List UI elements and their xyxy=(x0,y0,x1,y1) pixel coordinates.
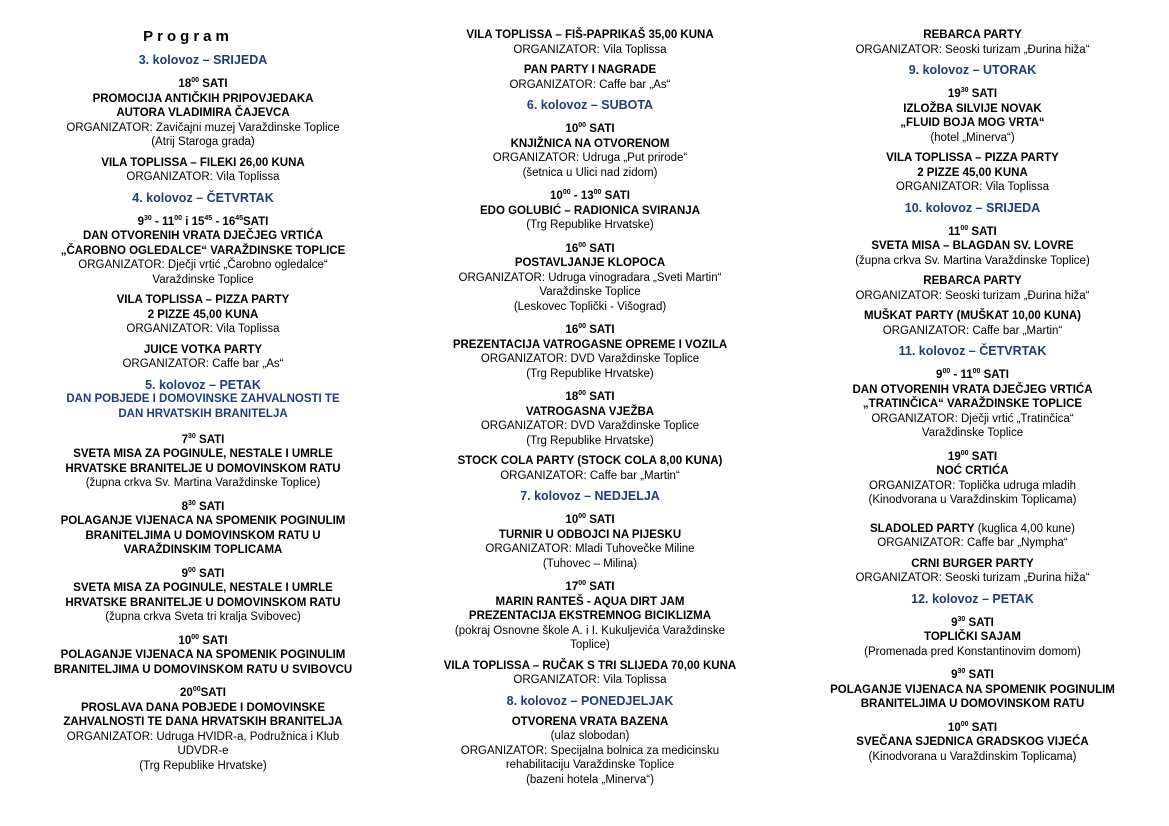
event-time: $16^{00}$ SATI xyxy=(565,323,615,336)
event-detail: ORGANIZATOR: Specijalna bolnica za medicinsku xyxy=(460,744,720,757)
column-1 xyxy=(28,28,378,779)
event-title: „ČAROBNO OGLEDALCE“ VARAŽDINSKE TOPLICE xyxy=(60,244,346,257)
event-detail: ORGANIZATOR: Udruga vinogradara „Sveti Martin“ xyxy=(458,271,722,284)
event-time: $8^{30}$ SATI xyxy=(181,499,225,513)
event xyxy=(410,28,770,57)
event-detail: (hotel „Minerva“) xyxy=(930,131,1015,144)
event-title: POLAGANJE VIJENACA NA SPOMENIK POGINULIM xyxy=(60,649,346,661)
event-title: VATROGASNA VJEŽBA xyxy=(525,405,655,418)
event xyxy=(800,613,1145,660)
event xyxy=(800,522,1145,551)
event-detail: ORGANIZATOR: Udruga HVIDR-a, Podružnica i Klub xyxy=(66,730,340,743)
event-detail: (Tuhovec – Milina) xyxy=(542,557,638,570)
event xyxy=(410,387,770,448)
event-detail: Varaždinske Toplice xyxy=(921,427,1024,439)
event-time: $7^{30}$ SATI xyxy=(181,432,225,446)
day-heading: 12. kolovoz – PETAK xyxy=(911,591,1034,606)
event-title: PREZENTACIJA EKSTREMNOG BICIKLIZMA xyxy=(468,610,712,622)
event-title: EDO GOLUBIĆ – RADIONICA SVIRANJA xyxy=(479,204,700,217)
event xyxy=(800,365,1145,441)
event-title: AUTORA VLADIMIRA ČAJEVCA xyxy=(116,107,290,119)
event-title: PREZENTACIJA VATROGASNE OPREME I VOZILA xyxy=(452,338,728,351)
event xyxy=(800,557,1145,586)
event xyxy=(28,156,378,185)
event-detail: ORGANIZATOR: Caffe bar „Martin“ xyxy=(500,469,680,482)
event-time: $11^{00}$ SATI xyxy=(948,224,997,238)
event-detail: UDVDR-e xyxy=(177,745,229,757)
event xyxy=(800,718,1145,765)
event-detail: ORGANIZATOR: Dječji vrtić „Čarobno ogledalce“ xyxy=(78,259,328,271)
event xyxy=(800,222,1145,269)
event-time: $19^{00}$ SATI xyxy=(947,449,998,463)
event-time: $10^{00}$ SATI xyxy=(565,513,615,526)
event xyxy=(410,239,770,315)
event-detail: ORGANIZATOR: Caffe bar „As“ xyxy=(509,78,671,91)
event-title: NOĆ CRTIĆA xyxy=(936,465,1009,477)
event-detail: (Promenada pred Konstantinovim domom) xyxy=(864,645,1081,658)
event-title: DAN OTVORENIH VRATA DJEČJEG VRTIĆA xyxy=(852,383,1093,396)
event-time: $9^{30}$ SATI xyxy=(951,668,994,681)
day-heading: 3. kolovoz – SRIJEDA xyxy=(138,53,268,67)
day-subheading-line: DAN POBJEDE I DOMOVINSKE ZAHVALNOSTI TE xyxy=(66,392,340,405)
event-title: „TRATINČICA“ VARAŽDINSKE TOPLICE xyxy=(862,398,1083,410)
event-detail: Toplice) xyxy=(570,639,610,651)
event-detail: (pokraj Osnovne škole A. i I. Kukuljevića Varaždinske xyxy=(454,624,726,637)
day-heading: 4. kolovoz – ČETVRTAK xyxy=(132,190,274,205)
event-title: JUICE VOTKA PARTY xyxy=(143,343,263,356)
event-detail: ORGANIZATOR: Udruga „Put prirode“ xyxy=(492,152,688,164)
event xyxy=(410,510,770,571)
event-time: $10^{00}$ SATI xyxy=(947,720,998,734)
event-detail: ORGANIZATOR: DVD Varaždinske Toplice xyxy=(480,353,700,365)
event-detail: ORGANIZATOR: Seoski turizam „Đurina hiža“ xyxy=(855,572,1090,584)
event-detail: ORGANIZATOR: Zavičajni muzej Varaždinske Toplice xyxy=(66,121,340,134)
event-time: $18^{00}$ SATI xyxy=(178,77,228,90)
event-title: 2 PIZZE 45,00 KUNA xyxy=(917,166,1028,179)
event-title: SLADOLED PARTY (kuglica 4,00 kune) xyxy=(870,522,1075,535)
event-title: MARIN RANTEŠ - AQUA DIRT JAM xyxy=(495,595,685,608)
event-title: SVETA MISA ZA POGINULE, NESTALE I UMRLE xyxy=(73,582,333,594)
event xyxy=(410,715,770,788)
event-detail: Varaždinske Toplice xyxy=(152,273,254,286)
event-title: CRNI BURGER PARTY xyxy=(911,557,1034,570)
event-title: ZAHVALNOSTI TE DANA HRVATSKIH BRANITELJA xyxy=(63,716,343,728)
event-title: TOPLIČKI SAJAM xyxy=(924,631,1021,643)
event-detail: Varaždinske Toplice xyxy=(539,286,641,298)
day-subheading-line: DAN HRVATSKIH BRANITELJA xyxy=(118,407,288,420)
event xyxy=(800,274,1145,303)
event-detail: (Atrij Staroga grada) xyxy=(151,136,255,148)
event-title: STOCK COLA PARTY (STOCK COLA 8,00 KUNA) xyxy=(457,455,723,467)
event-title: MUŠKAT PARTY (MUŠKAT 10,00 KUNA) xyxy=(863,310,1082,322)
event-title: PAN PARTY I NAGRADE xyxy=(523,64,657,76)
event-time: $10^{00}$ SATI xyxy=(565,122,615,135)
event xyxy=(28,343,378,372)
event-title: VILA TOPLISSA – FILEKI 26,00 KUNA xyxy=(101,156,305,169)
event-detail: ORGANIZATOR: Caffe bar „Martin“ xyxy=(882,324,1063,337)
event-detail: (Trg Republike Hrvatske) xyxy=(139,759,267,772)
event-title: „FLUID BOJA MOG VRTA“ xyxy=(900,117,1045,129)
event-time: $10^{00}$ SATI xyxy=(178,633,228,647)
event-detail: ORGANIZATOR: Caffe bar „As“ xyxy=(122,358,284,370)
event-time: $10^{00} - 13^{00}$ SATI xyxy=(550,189,630,202)
event-detail: rehabilitaciju Varaždinske Toplice xyxy=(505,759,675,771)
event-title: VILA TOPLISSA – PIZZA PARTY xyxy=(116,294,290,306)
event-title: HRVATSKE BRANITELJE U DOMOVINSKOM RATU xyxy=(65,596,341,609)
event-detail: (bazeni hotela „Minerva“) xyxy=(526,773,654,786)
event xyxy=(800,28,1145,57)
event-detail: ORGANIZATOR: Vila Toplissa xyxy=(513,674,667,686)
event xyxy=(410,186,770,233)
event-title: POLAGANJE VIJENACA NA SPOMENIK POGINULIM xyxy=(830,683,1115,696)
event-title: SVEČANA SJEDNICA GRADSKOG VIJEĆA xyxy=(856,736,1089,748)
event-detail: ORGANIZATOR: Toplička udruga mladih xyxy=(868,479,1077,492)
day-heading: 7. kolovoz – NEDJELJA xyxy=(520,489,660,503)
event-title: SVETA MISA ZA POGINULE, NESTALE I UMRLE xyxy=(73,448,333,460)
event-detail: (šetnica u Ulici nad zidom) xyxy=(522,166,658,179)
event-title: SVETA MISA – BLAGDAN SV. LOVRE xyxy=(871,240,1074,252)
day-heading: 5. kolovoz – PETAK xyxy=(145,377,261,392)
event-detail: (župna crkva Sveta tri kralja Svibovec) xyxy=(105,611,301,623)
event-detail: ORGANIZATOR: Vila Toplissa xyxy=(513,43,667,56)
day-heading: 9. kolovoz – UTORAK xyxy=(908,63,1037,77)
event-title: BRANITELJIMA U DOMOVINSKOM RATU U SVIBOVCU xyxy=(53,663,353,676)
event-title: REBARCA PARTY xyxy=(923,29,1022,41)
event xyxy=(410,320,770,381)
event-title: IZLOŽBA SILVIJE NOVAK xyxy=(903,102,1042,115)
event-detail: (Trg Republike Hrvatske) xyxy=(526,367,654,380)
event-title: POLAGANJE VIJENACA NA SPOMENIK POGINULIM xyxy=(60,515,346,527)
event xyxy=(410,577,770,653)
event-detail: ORGANIZATOR: Seoski turizam „Đurina hiža“ xyxy=(855,289,1090,302)
event xyxy=(28,293,378,337)
event-detail: (Trg Republike Hrvatske) xyxy=(526,219,654,231)
day-heading: 11. kolovoz – ČETVRTAK xyxy=(898,344,1047,358)
day-subheading xyxy=(28,392,378,422)
event-time: $9^{00} - 11^{00}$ SATI xyxy=(936,368,1009,381)
event-detail: (župna crkva Sv. Martina Varaždinske Toplice) xyxy=(855,254,1090,267)
event-title: PROMOCIJA ANTIČKIH PRIPOVJEDAKA xyxy=(92,92,314,105)
program-title: Program xyxy=(143,28,233,45)
event-title: POSTAVLJANJE KLOPOCA xyxy=(514,257,666,269)
event-detail: ORGANIZATOR: Seoski turizam „Đurina hiža“ xyxy=(855,43,1090,56)
event-detail: (župna crkva Sv. Martina Varaždinske Toplice) xyxy=(85,477,321,489)
event-detail: ORGANIZATOR: DVD Varaždinske Toplice xyxy=(480,420,700,432)
event-time: $20^{00}SATI$ xyxy=(180,686,226,699)
event-detail: ORGANIZATOR: Vila Toplissa xyxy=(126,171,280,183)
event-title: BRANITELJIMA U DOMOVINSKOM RATU U xyxy=(85,529,321,542)
event xyxy=(410,454,770,483)
event-detail: ORGANIZATOR: Caffe bar „Nympha“ xyxy=(877,537,1068,549)
column-2-body xyxy=(410,28,770,787)
event-detail: (ulaz slobodan) xyxy=(550,730,630,742)
event-detail: ORGANIZATOR: Mladi Tuhovečke Miline xyxy=(485,543,695,555)
event-title: VILA TOPLISSA – PIZZA PARTY xyxy=(886,152,1059,164)
event xyxy=(410,63,770,92)
event-detail: (Kinodvorana u Varaždinskim Toplicama) xyxy=(868,494,1077,506)
event-time: $17^{00}$ SATI xyxy=(565,580,615,593)
event-title: REBARCA PARTY xyxy=(923,275,1022,287)
event xyxy=(800,151,1145,195)
event xyxy=(800,309,1145,338)
event-time: $16^{00}$ SATI xyxy=(565,241,615,255)
column-3 xyxy=(800,28,1145,770)
column-3-body xyxy=(800,28,1145,764)
column-1-body xyxy=(28,53,378,773)
event-title: TURNIR U ODBOJCI NA PIJESKU xyxy=(498,528,682,541)
event-title: VILA TOPLISSA – RUČAK S TRI SLIJEDA 70,00 KUNA xyxy=(443,659,737,672)
event-detail: (Kinodvorana u Varaždinskim Toplicama) xyxy=(868,750,1077,763)
event-title: OTVORENA VRATA BAZENA xyxy=(511,715,669,728)
event xyxy=(28,683,378,773)
event-time: $18^{00}$ SATI xyxy=(565,390,615,403)
event xyxy=(410,119,770,180)
event-time: $9^{30}$ SATI xyxy=(951,615,994,629)
event-detail: ORGANIZATOR: Vila Toplissa xyxy=(895,181,1050,193)
event-title: BRANITELJIMA U DOMOVINSKOM RATU xyxy=(860,698,1085,710)
day-heading: 6. kolovoz – SUBOTA xyxy=(526,98,654,112)
event-title: PROSLAVA DANA POBJEDE I DOMOVINSKE xyxy=(80,701,326,714)
event-detail: (Leskovec Toplički - Višograd) xyxy=(513,300,667,313)
event xyxy=(800,665,1145,712)
day-heading: 10. kolovoz – SRIJEDA xyxy=(904,200,1041,215)
event xyxy=(800,447,1145,508)
event-time: $9^{30} - 11^{00}$ i $15^{45}$ - $16^{45}SATI$ xyxy=(137,214,269,228)
column-2 xyxy=(410,28,770,793)
event xyxy=(28,497,378,558)
event xyxy=(28,564,378,625)
event xyxy=(410,659,770,688)
event xyxy=(28,74,378,150)
event-title: KNJIŽNICA NA OTVORENOM xyxy=(510,137,670,150)
event-detail: ORGANIZATOR: Vila Toplissa xyxy=(126,323,280,335)
event xyxy=(28,212,378,288)
event-title: HRVATSKE BRANITELJE U DOMOVINSKOM RATU xyxy=(65,462,341,475)
event-time: $9^{00}$ SATI xyxy=(181,566,225,580)
event-title: 2 PIZZE 45,00 KUNA xyxy=(147,308,259,321)
event xyxy=(800,84,1145,145)
event-title: VARAŽDINSKIM TOPLICAMA xyxy=(123,544,283,556)
event xyxy=(28,430,378,491)
event-detail: ORGANIZATOR: Dječji vrtić „Tratinčica“ xyxy=(871,412,1074,425)
day-heading: 8. kolovoz – PONEDJELJAK xyxy=(506,693,674,708)
event xyxy=(28,631,378,678)
event-title: DAN OTVORENIH VRATA DJEČJEG VRTIĆA xyxy=(82,230,324,242)
event-time: $19^{30}$ SATI xyxy=(947,87,998,100)
event-title: VILA TOPLISSA – FIŠ-PAPRIKAŠ 35,00 KUNA xyxy=(466,29,714,41)
event-detail: (Trg Republike Hrvatske) xyxy=(526,434,654,447)
